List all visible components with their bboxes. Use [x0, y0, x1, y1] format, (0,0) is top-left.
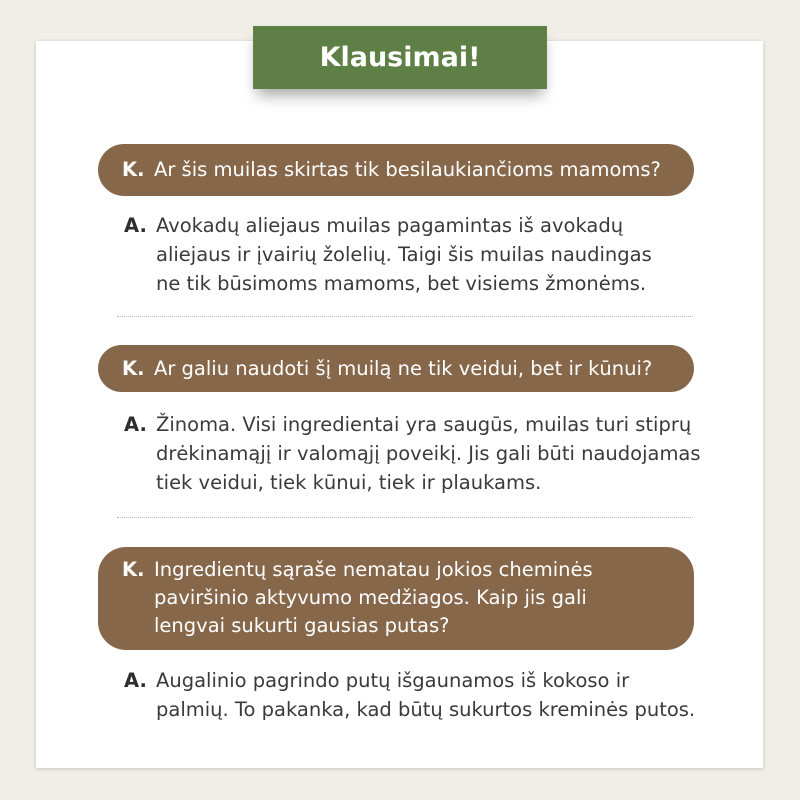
question-text: Ar galiu naudoti šį muilą ne tik veidui, bet ir kūnui?: [154, 357, 653, 380]
title-banner: [253, 26, 547, 89]
answer-marker: A.: [124, 413, 147, 436]
divider: [117, 316, 693, 317]
answer-1: [124, 211, 714, 298]
page-title: Klausimai!: [319, 42, 481, 73]
question-1: [98, 144, 694, 196]
question-text: Ar šis muilas skirtas tik besilaukiančioms mamoms?: [154, 158, 661, 181]
answer-3: [124, 666, 714, 724]
question-3: [98, 547, 694, 650]
question-marker: K.: [122, 357, 145, 380]
answer-text: Avokadų aliejaus muilas pagamintas iš avokadų aliejaus ir įvairių žolelių. Taigi šis muilas naudingas ne tik būsimoms mamoms, bet visiems žmonėms.: [156, 214, 652, 295]
question-marker: K.: [122, 158, 145, 181]
question-marker: K.: [122, 558, 145, 581]
answer-marker: A.: [124, 669, 147, 692]
divider: [117, 517, 693, 518]
question-text: Ingredientų sąraše nematau jokios cheminės paviršinio aktyvumo medžiagos. Kaip jis gali lengvai sukurti gausias putas?: [154, 558, 593, 637]
answer-text: Augalinio pagrindo putų išgaunamos iš kokoso ir palmių. To pakanka, kad būtų sukurtos kreminės putos.: [156, 669, 696, 721]
answer-2: [124, 410, 714, 497]
answer-marker: A.: [124, 214, 147, 237]
question-2: [98, 345, 694, 392]
answer-text: Žinoma. Visi ingredientai yra saugūs, muilas turi stiprų drėkinamąjį ir valomąjį poveikį. Jis gali būti naudojamas tiek veidui, tiek kūnui, tiek ir plaukams.: [156, 413, 701, 494]
